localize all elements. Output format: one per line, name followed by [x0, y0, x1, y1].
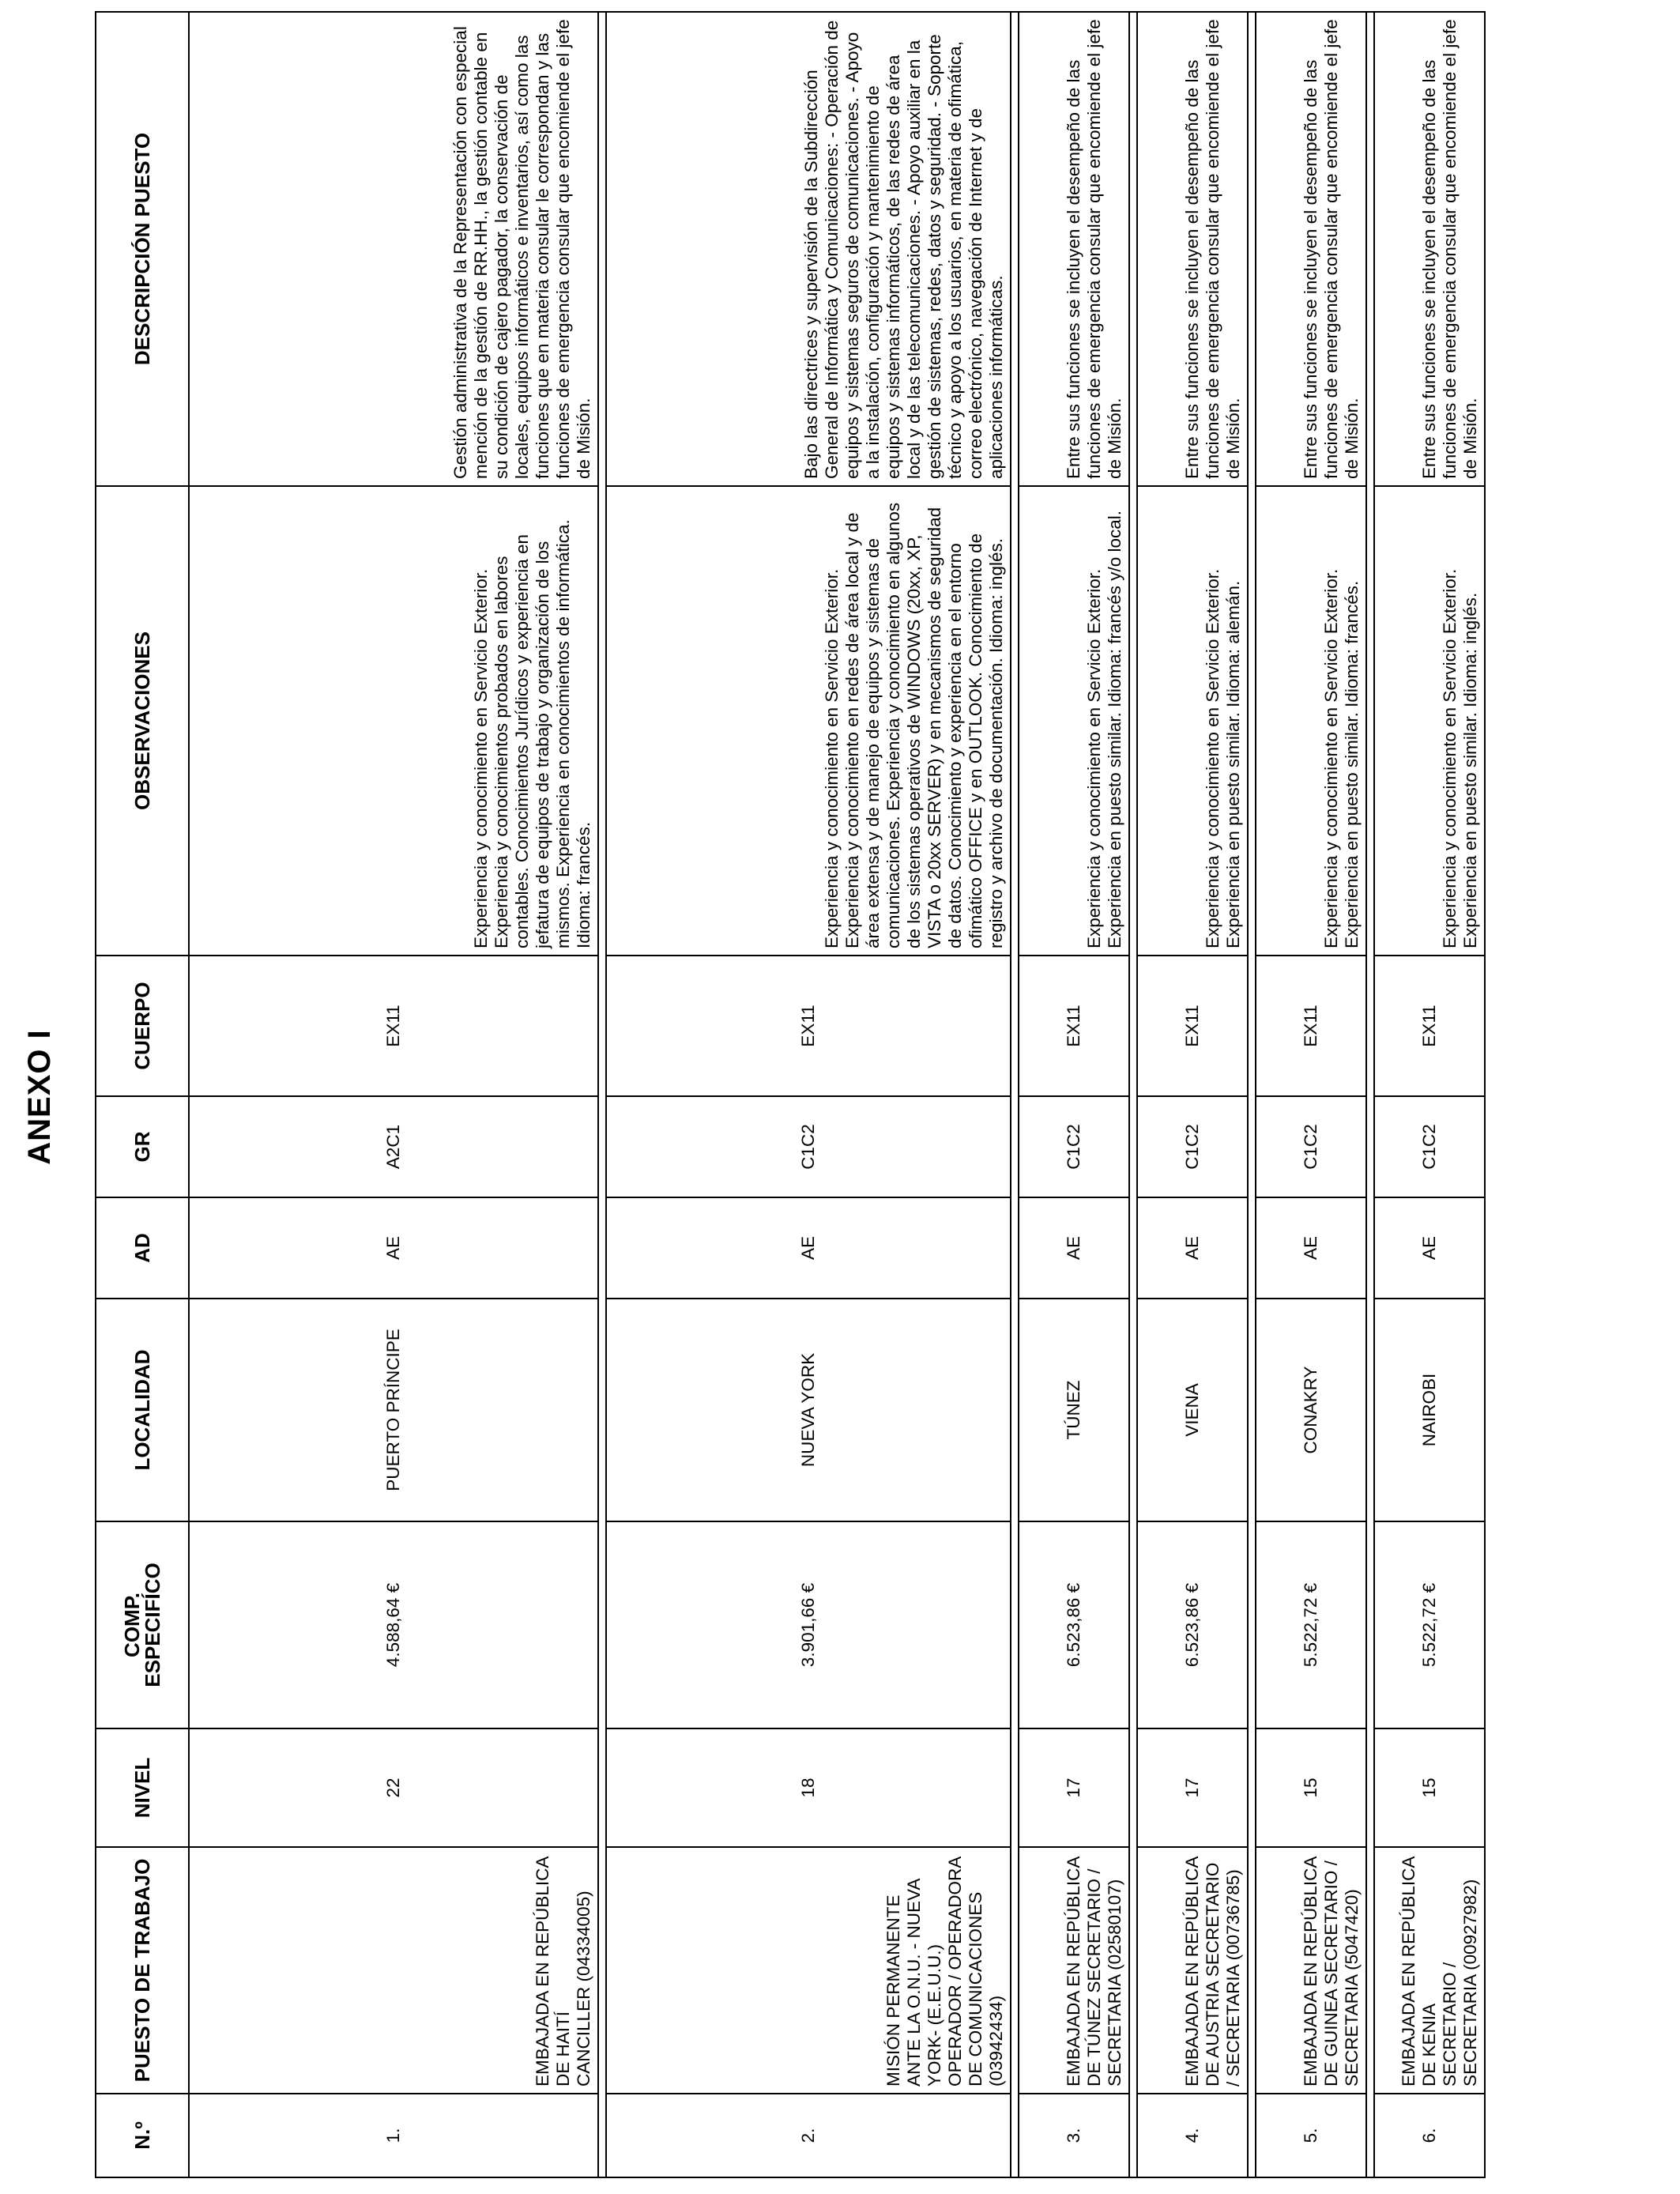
cell-cuerpo: EX11	[1374, 956, 1485, 1096]
cell-gr: A2C1	[189, 1096, 598, 1197]
cell-comp: 4.588,64 €	[189, 1521, 598, 1728]
header-n: N.º	[96, 2094, 189, 2177]
cell-comp: 3.901,66 €	[606, 1521, 1011, 1728]
cell-comp: 5.522,72 €	[1374, 1521, 1485, 1728]
cell-ad: AE	[1374, 1197, 1485, 1299]
row-separator	[1366, 12, 1374, 2177]
cell-cuerpo: EX11	[1137, 956, 1248, 1096]
cell-puesto: EMBAJADA EN REPÚBLICA DE KENIA SECRETARIO / SECRETARIA (00927982)	[1374, 1847, 1485, 2094]
cell-descripcion: Entre sus funciones se incluyen el desempeño de las funciones de emergencia consular que encomiende el jefe de Misión.	[1019, 12, 1129, 486]
table-row	[1256, 12, 1366, 2177]
table-row	[189, 12, 598, 2177]
cell-n: 3.	[1019, 2094, 1129, 2177]
cell-localidad: PUERTO PRÍNCIPE	[189, 1299, 598, 1521]
cell-localidad: VIENA	[1137, 1299, 1248, 1521]
cell-comp: 5.522,72 €	[1256, 1521, 1366, 1728]
cell-ad: AE	[1137, 1197, 1248, 1299]
cell-observaciones: Experiencia y conocimiento en Servicio Exterior. Experiencia en puesto similar. Idioma: francés.	[1256, 486, 1366, 956]
cell-n: 1.	[189, 2094, 598, 2177]
cell-ad: AE	[1019, 1197, 1129, 1299]
cell-cuerpo: EX11	[606, 956, 1011, 1096]
cell-n: 5.	[1256, 2094, 1366, 2177]
cell-descripcion: Entre sus funciones se incluyen el desempeño de las funciones de emergencia consular que encomiende el jefe de Misión.	[1256, 12, 1366, 486]
table-row	[1019, 12, 1129, 2177]
cell-gr: C1C2	[1256, 1096, 1366, 1197]
cell-cuerpo: EX11	[1019, 956, 1129, 1096]
header-comp: COMP. ESPECIFÍCO	[96, 1521, 189, 1728]
cell-localidad: CONAKRY	[1256, 1299, 1366, 1521]
header-row	[96, 12, 189, 2177]
cell-puesto: MISIÓN PERMANENTE ANTE LA O.N.U. - NUEVA YORK- (E.E.U.U.) OPERADOR / OPERADORA DE COMUNICACIONES (03942434)	[606, 1847, 1011, 2094]
cell-cuerpo: EX11	[189, 956, 598, 1096]
cell-descripcion: Gestión administrativa de la Representación con especial mención de la gestión de RR.HH., la gestión contable en su condición de cajero pagador, la conservación de locales, equipos informáticos e inventarios, así como las funciones que en materia consular le correspondan y las funciones de emergencia consular que encomiende el jefe de Misión.	[189, 12, 598, 486]
header-puesto: PUESTO DE TRABAJO	[96, 1847, 189, 2094]
cell-nivel: 15	[1256, 1728, 1366, 1847]
table-row	[606, 12, 1011, 2177]
page-title: ANEXO I	[22, 1029, 57, 1165]
cell-puesto: EMBAJADA EN REPÚBLICA DE TÚNEZ SECRETARIO / SECRETARIA (02580107)	[1019, 1847, 1129, 2094]
table-row	[1137, 12, 1248, 2177]
cell-gr: C1C2	[1019, 1096, 1129, 1197]
cell-nivel: 22	[189, 1728, 598, 1847]
header-localidad: LOCALIDAD	[96, 1299, 189, 1521]
header-nivel: NIVEL	[96, 1728, 189, 1847]
cell-comp: 6.523,86 €	[1137, 1521, 1248, 1728]
cell-ad: AE	[189, 1197, 598, 1299]
cell-n: 6.	[1374, 2094, 1485, 2177]
row-separator	[1248, 12, 1256, 2177]
cell-puesto: EMBAJADA EN REPÚBLICA DE GUINEA SECRETARIO / SECRETARIA (5047420)	[1256, 1847, 1366, 2094]
cell-localidad: NAIROBI	[1374, 1299, 1485, 1521]
cell-n: 4.	[1137, 2094, 1248, 2177]
cell-ad: AE	[606, 1197, 1011, 1299]
cell-puesto: EMBAJADA EN REPÚBLICA DE HAITÍ CANCILLER (04334005)	[189, 1847, 598, 2094]
row-separator	[1011, 12, 1019, 2177]
cell-nivel: 17	[1019, 1728, 1129, 1847]
cell-descripcion: Bajo las directrices y supervisión de la Subdirección General de Informática y Comunicaciones: - Operación de equipos y sistemas seguros de comunicaciones. - Apoyo a la instalación, configuración y mantenimiento de equipos y sistemas informáticos, de las redes de área local y de las telecomunicaciones. - Apoyo auxiliar en la gestión de sistemas, redes, datos y seguridad. - Soporte técnico y apoyo a los usuarios, en materia de ofimática, correo electrónico, navegación de Internet y de aplicaciones informáticas.	[606, 12, 1011, 486]
anexo-table	[95, 11, 1486, 2178]
cell-observaciones: Experiencia y conocimiento en Servicio Exterior. Experiencia en puesto similar. Idioma: francés y/o local.	[1019, 486, 1129, 956]
cell-observaciones: Experiencia y conocimiento en Servicio Exterior. Experiencia y conocimientos probados en labores contables. Conocimientos Jurídicos y experiencia en jefatura de equipos de trabajo y organización de los mismos. Experiencia en conocimientos de informática. Idioma: francés.	[189, 486, 598, 956]
header-gr: GR	[96, 1096, 189, 1197]
table-row	[1374, 12, 1485, 2177]
cell-n: 2.	[606, 2094, 1011, 2177]
row-separator	[1129, 12, 1137, 2177]
cell-ad: AE	[1256, 1197, 1366, 1299]
header-descripcion: DESCRIPCIÓN PUESTO	[96, 12, 189, 486]
header-observaciones: OBSERVACIONES	[96, 486, 189, 956]
row-separator	[598, 12, 606, 2177]
cell-gr: C1C2	[1137, 1096, 1248, 1197]
cell-gr: C1C2	[1374, 1096, 1485, 1197]
cell-observaciones: Experiencia y conocimiento en Servicio Exterior. Experiencia y conocimiento en redes de área local y de área extensa y de manejo de equipos y sistemas de comunicaciones. Experiencia y conocimiento en algunos de los sistemas operativos de WINDOWS (20xx, XP, VISTA o 20xx SERVER) y en mecanismos de seguridad de datos. Conocimiento y experiencia en el entorno ofimático OFFICE y en OUTLOOK. Conocimiento de registro y archivo de documentación. Idioma: inglés.	[606, 486, 1011, 956]
header-ad: AD	[96, 1197, 189, 1299]
cell-localidad: TÚNEZ	[1019, 1299, 1129, 1521]
cell-cuerpo: EX11	[1256, 956, 1366, 1096]
cell-puesto: EMBAJADA EN REPÚBLICA DE AUSTRIA SECRETARIO / SECRETARIA (00736785)	[1137, 1847, 1248, 2094]
cell-localidad: NUEVA YORK	[606, 1299, 1011, 1521]
cell-nivel: 17	[1137, 1728, 1248, 1847]
cell-descripcion: Entre sus funciones se incluyen el desempeño de las funciones de emergencia consular que encomiende el jefe de Misión.	[1374, 12, 1485, 486]
cell-gr: C1C2	[606, 1096, 1011, 1197]
cell-nivel: 15	[1374, 1728, 1485, 1847]
cell-observaciones: Experiencia y conocimiento en Servicio Exterior. Experiencia en puesto similar. Idioma: inglés.	[1374, 486, 1485, 956]
cell-observaciones: Experiencia y conocimiento en Servicio Exterior. Experiencia en puesto similar. Idioma: alemán.	[1137, 486, 1248, 956]
header-cuerpo: CUERPO	[96, 956, 189, 1096]
cell-nivel: 18	[606, 1728, 1011, 1847]
cell-comp: 6.523,86 €	[1019, 1521, 1129, 1728]
cell-descripcion: Entre sus funciones se incluyen el desempeño de las funciones de emergencia consular que encomiende el jefe de Misión.	[1137, 12, 1248, 486]
